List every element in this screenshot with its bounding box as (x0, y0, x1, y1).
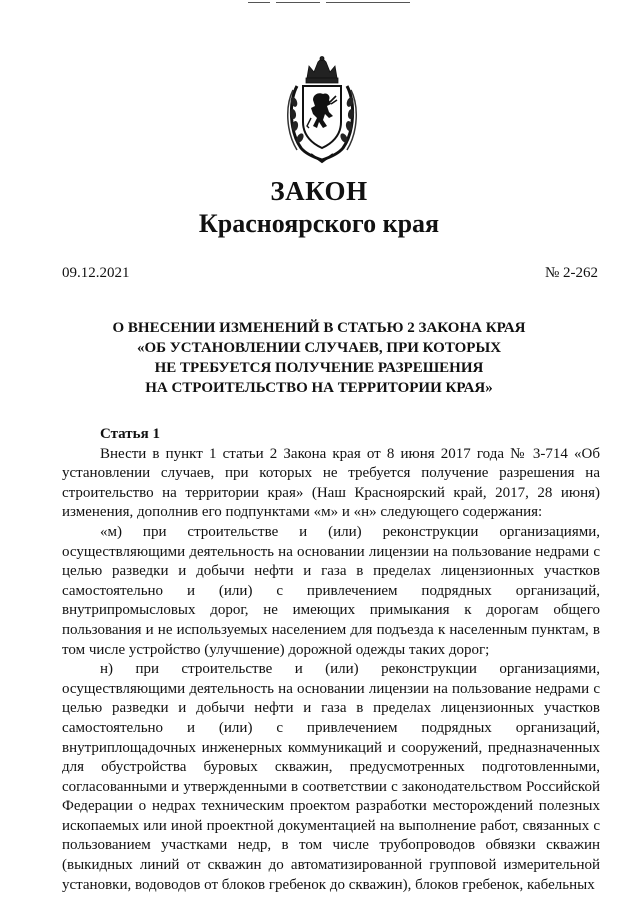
scan-mark-line (326, 2, 410, 3)
paragraph: н) при строительстве и (или) реконструкции организациями, осуществляющими деятельность на основании лицензии на пользование недрами с целью разведки и добычи нефти и газа в пределах лицензионных участков самостоятельно и (или) с привлечением подрядных организаций, внутриплощадочных инженерных коммуникаций и сооружений, предназначенных для обустройства буровых скважин, предусмотренных подготовленными, согласованными и утвержденными в соответствии с законодательством Российской Федерации о недрах техническим проектом разработки месторождений полезных ископаемых или иной проектной документацией на выполнение работ, связанных с пользованием участками недр, в том числе трубопроводов обвязки скважин (выкидных линий от скважин до автоматизированной групповой измерительной установки, водоводов от блоков гребенок до скважин), блоков гребенок, кабельных (62, 661, 600, 893)
document-title: ЗАКОН (270, 176, 368, 206)
heading-line: «ОБ УСТАНОВЛЕНИИ СЛУЧАЕВ, ПРИ КОТОРЫХ (136, 340, 502, 356)
article-label: Статья 1 (100, 426, 160, 442)
heading-line: О ВНЕСЕНИИ ИЗМЕНЕНИЙ В СТАТЬЮ 2 ЗАКОНА КРАЯ (112, 320, 526, 336)
scan-mark-line (276, 2, 320, 3)
document-subtitle: Красноярского края (198, 209, 440, 238)
law-heading (0, 318, 638, 398)
heading-line: НЕ ТРЕБУЕТСЯ ПОЛУЧЕНИЕ РАЗРЕШЕНИЯ (154, 360, 484, 376)
scan-mark-line (248, 2, 270, 3)
paragraph: Внести в пункт 1 статьи 2 Закона края от 8 июня 2017 года № 3-714 «Об установлении случаев, при которых не требуется получение разрешения на строительство на территории края» (Наш Красноярский край, 2017, 28 июня) изменения, дополнив его подпунктами «м» и «н» следующего содержания: (62, 445, 600, 521)
document-body (62, 425, 600, 895)
paragraph: «м) при строительстве и (или) реконструкции организациями, осуществляющими деятельность на основании лицензии на пользование недрами с целью разведки и добычи нефти и газа в пределах лицензионных участков самостоятельно и (или) с привлечением подрядных организаций, внутрипромысловых дорог, не имеющих примыкания к дорогам общего пользования и не используемых населением для подъезда к населенным пунктам, в том числе устройство (улучшение) дорожной одежды таких дорог; (62, 523, 600, 658)
law-date: 09.12.2021 (62, 265, 130, 281)
krasnoyarsk-coat-of-arms-icon (283, 56, 361, 164)
heading-line: НА СТРОИТЕЛЬСТВО НА ТЕРРИТОРИИ КРАЯ» (145, 380, 493, 396)
law-number: № 2-262 (544, 265, 598, 281)
